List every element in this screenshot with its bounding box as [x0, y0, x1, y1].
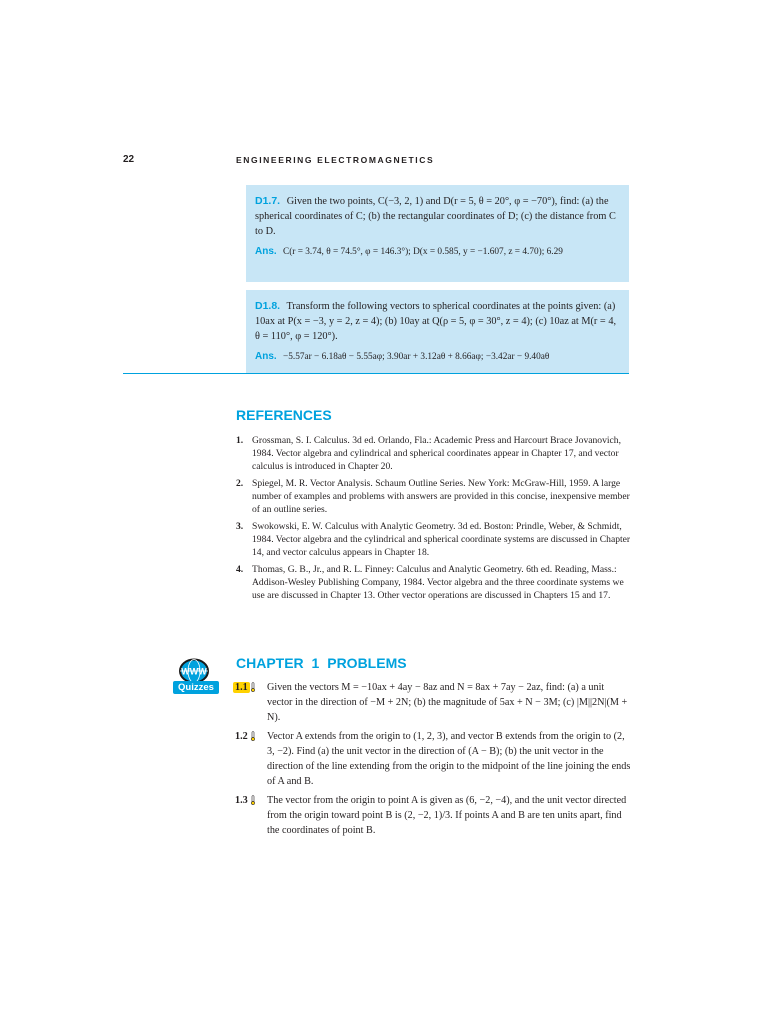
answer-label: Ans.: [255, 246, 277, 257]
drill-problem-d1-8: [246, 290, 629, 373]
reference-item: [236, 434, 631, 473]
answer-text: −5.57ar − 6.18aθ − 5.55aφ; 3.90ar + 3.12aθ + 8.66aφ; −3.42ar − 9.40aθ: [283, 352, 550, 362]
reference-item: [236, 477, 631, 516]
drill-question: [255, 194, 621, 239]
reference-text: Swokowski, E. W. Calculus with Analytic Geometry. 3d ed. Boston: Prindle, Weber, & Schmidt, 1984. Vector algebra and the cylindrical and spherical coordinate systems are discussed in Chapter 14, and vector calculus appears in Chapter 18.: [252, 521, 631, 558]
problem-text: Given the vectors M = −10ax + 4ay − 8az and N = 8ax + 7ay − 2az, find: (a) a unit vector in the direction of −M + 2N; (b) the magnitude of 5ax + N − 3M; (c) |M||2N|(M + N).: [267, 682, 628, 723]
difficulty-thermometer-icon: [251, 731, 255, 741]
problem-item: [233, 729, 631, 789]
problem-number-text: 1.3: [235, 795, 248, 806]
problems-list: [233, 680, 631, 842]
drill-answer: [255, 245, 621, 259]
drill-question: [255, 299, 621, 344]
drill-label: D1.8.: [255, 300, 281, 312]
answer-label: Ans.: [255, 351, 277, 362]
drill-answer: [255, 350, 621, 364]
running-head: ENGINEERING ELECTROMAGNETICS: [236, 155, 435, 165]
problem-text: The vector from the origin to point A is given as (6, −2, −4), and the unit vector directed from the origin toward point B is (2, −2, 1)/3. If points A and B are ten units apart, find the coordinates of point B.: [267, 795, 627, 836]
reference-text: Spiegel, M. R. Vector Analysis. Schaum Outline Series. New York: McGraw-Hill, 1959. A large number of examples and problems with answers are provided in this concise, inexpensive member of an outline series.: [252, 478, 630, 515]
drill-problem-d1-7: [246, 185, 629, 282]
drill-label: D1.7.: [255, 195, 281, 207]
references-heading: REFERENCES: [236, 407, 332, 423]
section-divider: [123, 373, 629, 374]
problem-item: [233, 680, 631, 725]
reference-text: Thomas, G. B., Jr., and R. L. Finney: Calculus and Analytic Geometry. 6th ed. Reading, Mass.: Addison-Wesley Publishing Company, 1984. Vector algebra and the three coordinate systems we use are discussed in Chapter 13. Other vector operations are discussed in Chapters 15 and 17.: [252, 564, 624, 601]
quizzes-button[interactable]: Quizzes: [173, 681, 219, 694]
reference-number: 4.: [236, 564, 244, 575]
problem-text: Vector A extends from the origin to (1, 2, 3), and vector B extends from the origin to (2, 3, −2). Find (a) the unit vector in the direction of (A − B); (b) the unit vector in the direction of the line extending from the origin to the midpoint of the line joining the ends of A and B.: [267, 731, 631, 787]
www-text: WWW: [181, 666, 207, 677]
difficulty-thermometer-icon: [251, 682, 255, 692]
reference-number: 1.: [236, 435, 244, 446]
answer-text: C(r = 3.74, θ = 74.5°, φ = 146.3°); D(x = 0.585, y = −1.607, z = 4.70); 6.29: [283, 247, 563, 257]
problem-number: [233, 793, 267, 838]
drill-text: Given the two points, C(−3, 2, 1) and D(r = 5, θ = 20°, φ = −70°), find: (a) the spherical coordinates of C; (b) the rectangular coordinates of D; (c) the distance from C to D.: [255, 196, 616, 237]
problem-number: [233, 680, 267, 725]
problem-number-text: 1.2: [235, 731, 248, 742]
page-number: 22: [123, 154, 135, 165]
problem-number-text: 1.1: [235, 682, 248, 693]
drill-text: Transform the following vectors to spherical coordinates at the points given: (a) 10ax at P(x = −3, y = 2, z = 4); (b) 10ay at Q(ρ = 5, φ = 30°, z = 4); (c) 10az at M(r = 4, θ = 110°, φ = 120°).: [255, 301, 617, 342]
reference-text: Grossman, S. I. Calculus. 3d ed. Orlando, Fla.: Academic Press and Harcourt Brace Jovanovich, 1984. Vector algebra and cylindrical and spherical coordinates appear in Chapter 17, and vector calculus is introduced in Chapter 20.: [252, 435, 622, 472]
references-list: [236, 434, 631, 606]
difficulty-thermometer-icon: [251, 795, 255, 805]
reference-item: [236, 563, 631, 602]
problem-number: [233, 729, 267, 789]
reference-number: 2.: [236, 478, 244, 489]
problems-heading: CHAPTER 1 PROBLEMS: [236, 655, 407, 671]
reference-number: 3.: [236, 521, 244, 532]
reference-item: [236, 520, 631, 559]
www-globe-icon[interactable]: [178, 657, 210, 683]
problem-item: [233, 793, 631, 838]
